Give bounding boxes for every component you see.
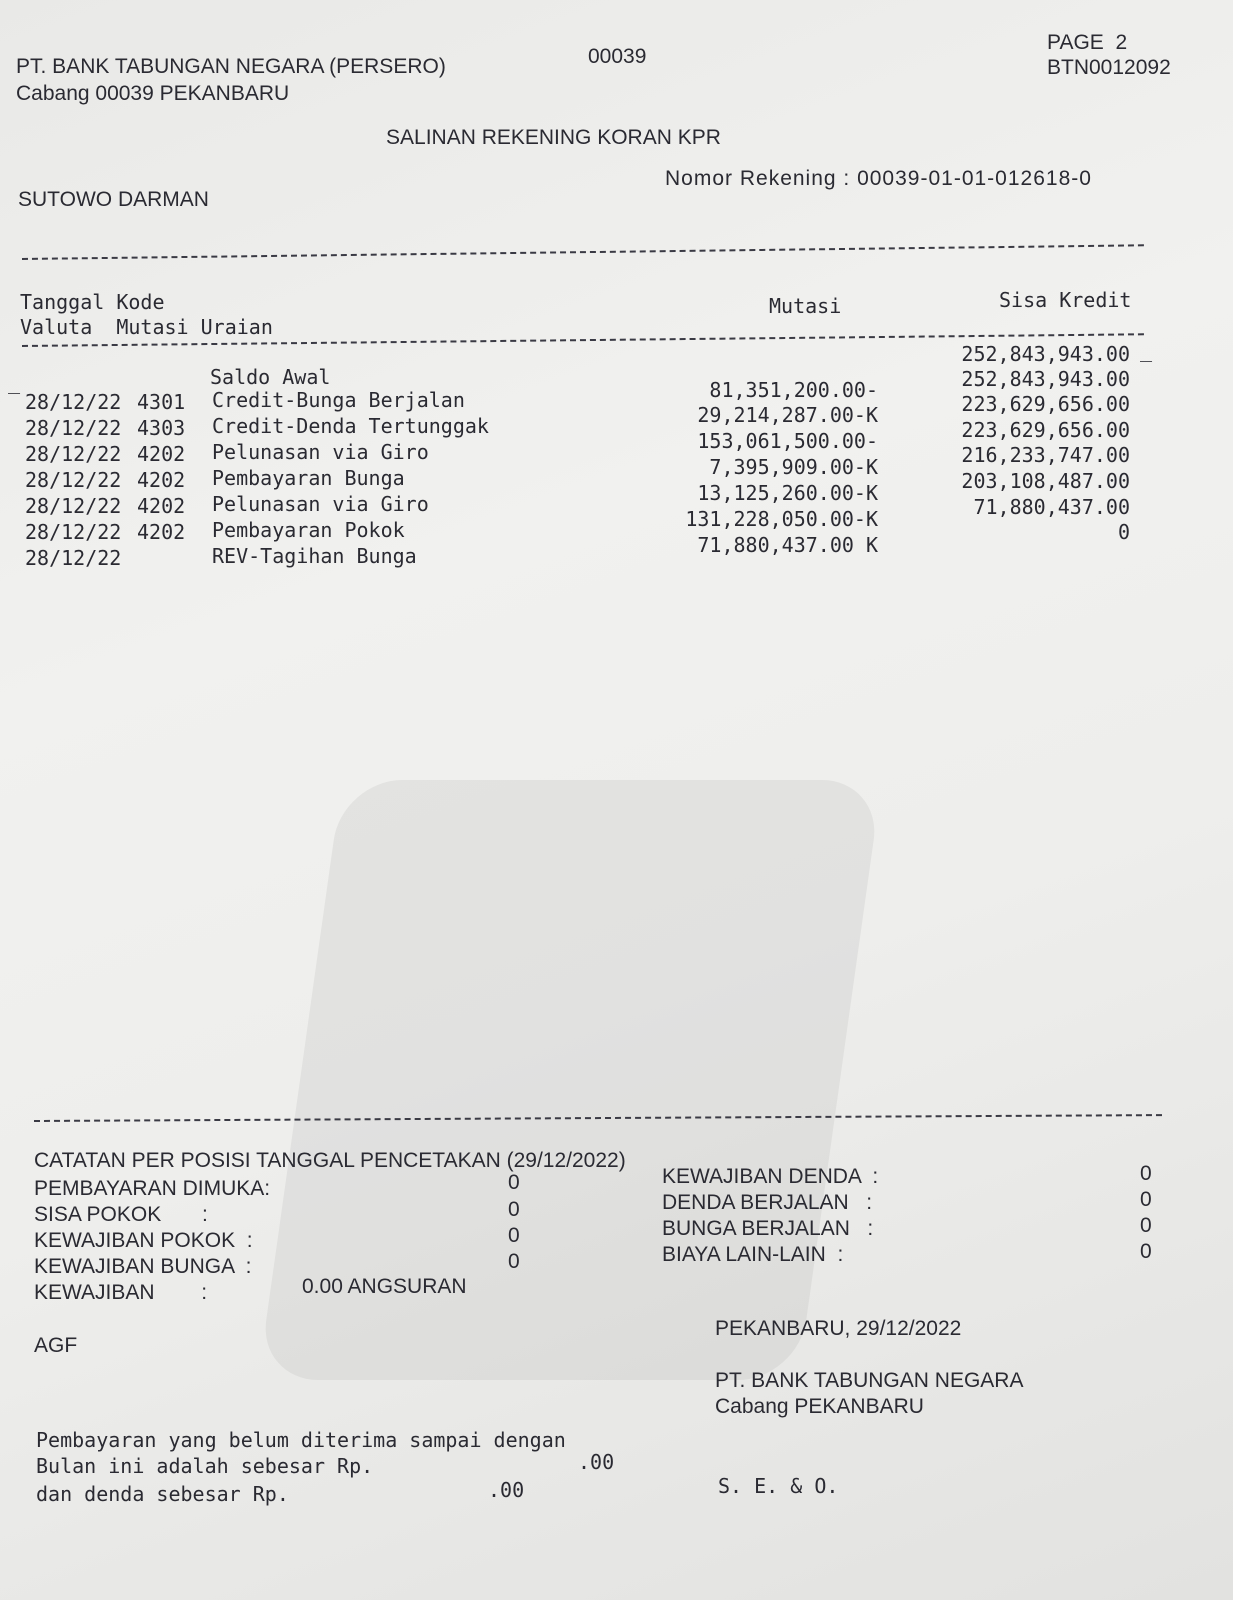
unpaid-line-2: Bulan ini adalah sebesar Rp. [36, 1454, 374, 1478]
row-date: 28/12/22 [25, 546, 122, 570]
note-value: 0 [1140, 1188, 1152, 1211]
row-sisa: 203,108,487.00 [961, 469, 1130, 493]
note-label: KEWAJIBAN DENDA : [662, 1165, 879, 1188]
note-value: 0.00 ANGSURAN [302, 1275, 467, 1298]
row-description: Pelunasan via Giro [212, 440, 429, 464]
row-mutasi: 29,214,287.00-K [697, 403, 878, 427]
note-label: BUNGA BERJALAN : [662, 1217, 874, 1240]
bank-name: PT. BANK TABUNGAN NEGARA (PERSERO) [16, 55, 446, 78]
row-description: Credit-Bunga Berjalan [212, 388, 465, 412]
penalty-line: dan denda sebesar Rp. [36, 1482, 289, 1506]
row-sisa: 252,843,943.00 [961, 367, 1130, 391]
row-code: 4202 [137, 468, 186, 492]
row-description: REV-Tagihan Bunga [212, 544, 417, 568]
note-value: 0 [508, 1224, 520, 1247]
col-valuta-mutasi-uraian: Valuta Mutasi Uraian [20, 315, 273, 339]
note-label: BIAYA LAIN-LAIN : [662, 1243, 844, 1266]
seo-note: S. E. & O. [718, 1474, 839, 1498]
note-label: KEWAJIBAN BUNGA : [34, 1255, 252, 1278]
branch-label: Cabang 00039 PEKANBARU [16, 82, 290, 105]
header-divider [22, 244, 1144, 260]
col-sisa-kredit: Sisa Kredit [999, 288, 1132, 312]
signer-branch: Cabang PEKANBARU [715, 1395, 924, 1418]
note-label: KEWAJIBAN : [34, 1281, 208, 1304]
row-description: Pembayaran Bunga [212, 466, 405, 490]
note-label: KEWAJIBAN POKOK : [34, 1229, 253, 1252]
row-sisa: 0 [1117, 520, 1130, 544]
unpaid-line-1: Pembayaran yang belum diterima sampai dengan [36, 1428, 566, 1452]
row-mutasi: 81,351,200.00- [709, 378, 878, 402]
note-label: PEMBAYARAN DIMUKA: [34, 1177, 271, 1200]
row-mutasi: 71,880,437.00 K [697, 533, 878, 557]
document-code: BTN0012092 [1047, 56, 1171, 79]
note-value: 0 [1140, 1240, 1152, 1263]
row-date: 28/12/22 [25, 520, 122, 544]
place-date: PEKANBARU, 29/12/2022 [715, 1317, 962, 1340]
row-marker: _ [8, 370, 21, 394]
note-value: 0 [508, 1198, 520, 1221]
row-sisa: 223,629,656.00 [961, 392, 1130, 416]
note-value: 0 [508, 1250, 520, 1273]
branch-code: 00039 [588, 45, 647, 68]
signer-bank: PT. BANK TABUNGAN NEGARA [715, 1369, 1024, 1392]
row-mutasi: 153,061,500.00- [697, 429, 878, 453]
row-code: 4303 [137, 416, 186, 440]
row-mutasi: 13,125,260.00-K [697, 481, 878, 505]
note-value: 0 [1140, 1162, 1152, 1185]
operator-code: AGF [34, 1334, 78, 1357]
opening-label: Saldo Awal [210, 365, 331, 389]
note-label: SISA POKOK : [34, 1203, 208, 1226]
row-description: Pelunasan via Giro [212, 492, 429, 516]
row-date: 28/12/22 [25, 390, 122, 414]
notes-title: CATATAN PER POSISI TANGGAL PENCETAKAN (29/12/2022) [34, 1149, 626, 1172]
row-code: 4202 [137, 494, 186, 518]
note-value: 0 [508, 1171, 520, 1194]
penalty-amount: .00 [488, 1478, 525, 1502]
balance-marker: _ [1140, 338, 1153, 362]
col-mutasi: Mutasi [769, 294, 842, 318]
row-date: 28/12/22 [25, 416, 122, 440]
row-date: 28/12/22 [25, 494, 122, 518]
row-code: 4202 [137, 520, 186, 544]
row-description: Credit-Denda Tertunggak [212, 414, 489, 438]
row-code: 4202 [137, 442, 186, 466]
statement-title: SALINAN REKENING KORAN KPR [386, 126, 721, 149]
unpaid-amount: .00 [578, 1450, 615, 1474]
row-mutasi: 7,395,909.00-K [709, 455, 878, 479]
row-mutasi: 131,228,050.00-K [685, 507, 878, 531]
row-sisa: 71,880,437.00 [973, 495, 1130, 519]
account-number: Nomor Rekening : 00039-01-01-012618-0 [665, 167, 1092, 190]
note-value: 0 [1140, 1214, 1152, 1237]
row-code: 4301 [137, 390, 186, 414]
opening-balance: 252,843,943.00 [961, 342, 1130, 366]
customer-name: SUTOWO DARMAN [18, 188, 209, 211]
row-date: 28/12/22 [25, 442, 122, 466]
note-label: DENDA BERJALAN : [662, 1191, 873, 1214]
row-sisa: 223,629,656.00 [961, 418, 1130, 442]
row-date: 28/12/22 [25, 468, 122, 492]
col-tanggal-kode: Tanggal Kode [20, 290, 165, 314]
row-description: Pembayaran Pokok [212, 518, 405, 542]
page-number: PAGE 2 [1047, 31, 1128, 54]
row-sisa: 216,233,747.00 [961, 443, 1130, 467]
